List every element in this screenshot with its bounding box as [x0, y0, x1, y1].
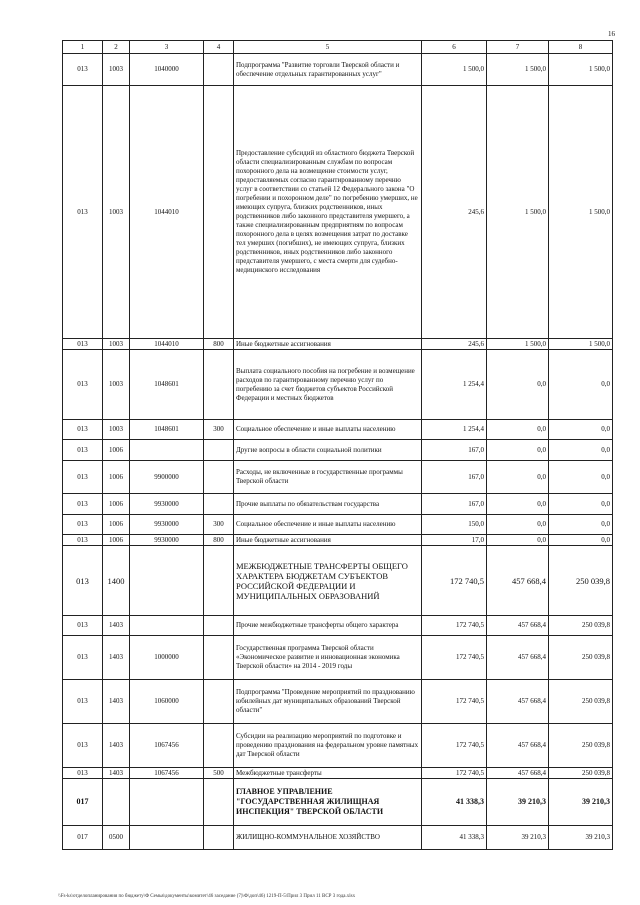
table-row [63, 779, 613, 826]
section-cell: 1003 [103, 86, 130, 339]
value-cell: 250 039,8 [549, 546, 613, 616]
description-cell: Прочие выплаты по обязательствам государства [234, 494, 422, 515]
target-article-cell: 1048601 [130, 420, 204, 440]
budget-table [62, 40, 613, 850]
table-row [63, 680, 613, 724]
value-cell: 39 210,3 [487, 826, 549, 850]
description-cell: Другие вопросы в области социальной политики [234, 440, 422, 461]
value-cell: 172 740,5 [422, 636, 487, 680]
table-row [63, 636, 613, 680]
value-cell: 457 668,4 [487, 546, 549, 616]
expense-type-cell [204, 86, 234, 339]
description-cell: ЖИЛИЩНО-КОММУНАЛЬНОЕ ХОЗЯЙСТВО [234, 826, 422, 850]
target-article-cell [130, 546, 204, 616]
code-cell: 013 [63, 461, 103, 494]
expense-type-cell [204, 440, 234, 461]
section-cell: 1403 [103, 616, 130, 636]
description-cell: Прочие межбюджетные трансферты общего характера [234, 616, 422, 636]
value-cell: 1 500,0 [549, 339, 613, 350]
section-cell: 1400 [103, 546, 130, 616]
code-cell: 013 [63, 440, 103, 461]
expense-type-cell [204, 680, 234, 724]
footer-path: \\Fs-ks\отделопланирования по бюджету\Ф Семья\документы\комитет\46 заседание (7)\Ф\доп\46) 1219-П-5\Прил 3 Прил 11 ВСР 3 годa.xlsx [58, 894, 356, 899]
target-article-cell: 1040000 [130, 54, 204, 86]
expense-type-cell: 500 [204, 768, 234, 779]
value-cell: 41 338,3 [422, 826, 487, 850]
table-row [63, 494, 613, 515]
value-cell: 172 740,5 [422, 616, 487, 636]
value-cell: 0,0 [549, 515, 613, 535]
value-cell: 150,0 [422, 515, 487, 535]
table-row [63, 826, 613, 850]
section-cell [103, 779, 130, 826]
value-cell: 39 210,3 [549, 826, 613, 850]
table-row [63, 535, 613, 546]
value-cell: 17,0 [422, 535, 487, 546]
value-cell: 167,0 [422, 494, 487, 515]
target-article-cell: 1067456 [130, 768, 204, 779]
value-cell: 0,0 [487, 535, 549, 546]
table-row [63, 86, 613, 339]
value-cell: 250 039,8 [549, 724, 613, 768]
expense-type-cell [204, 779, 234, 826]
expense-type-cell [204, 54, 234, 86]
code-cell: 013 [63, 420, 103, 440]
section-cell: 1006 [103, 515, 130, 535]
value-cell: 1 500,0 [549, 54, 613, 86]
table-row [63, 420, 613, 440]
description-cell: Государственная программа Тверской области «Экономическое развитие и инновационная экономика Тверской области» на 2014 - 2019 годы [234, 636, 422, 680]
target-article-cell: 1000000 [130, 636, 204, 680]
expense-type-cell [204, 461, 234, 494]
target-article-cell [130, 826, 204, 850]
section-cell: 0500 [103, 826, 130, 850]
table-row [63, 768, 613, 779]
value-cell: 1 500,0 [487, 54, 549, 86]
value-cell: 457 668,4 [487, 724, 549, 768]
value-cell: 172 740,5 [422, 546, 487, 616]
table-row [63, 339, 613, 350]
expense-type-cell: 800 [204, 339, 234, 350]
code-cell: 013 [63, 54, 103, 86]
code-cell: 017 [63, 779, 103, 826]
value-cell: 39 210,3 [549, 779, 613, 826]
code-cell: 013 [63, 768, 103, 779]
value-cell: 0,0 [549, 535, 613, 546]
target-article-cell [130, 779, 204, 826]
header-row [63, 41, 613, 54]
value-cell: 0,0 [487, 515, 549, 535]
description-cell: Подпрограмма "Проведение мероприятий по празднованию юбилейных дат муниципальных образований Тверской области" [234, 680, 422, 724]
section-cell: 1403 [103, 636, 130, 680]
section-cell: 1003 [103, 54, 130, 86]
value-cell: 1 500,0 [422, 54, 487, 86]
section-cell: 1003 [103, 350, 130, 420]
section-cell: 1006 [103, 535, 130, 546]
col-header: 5 [234, 41, 422, 54]
description-cell: ГЛАВНОЕ УПРАВЛЕНИЕ "ГОСУДАРСТВЕННАЯ ЖИЛИЩНАЯ ИНСПЕКЦИЯ" ТВЕРСКОЙ ОБЛАСТИ [234, 779, 422, 826]
table-row [63, 546, 613, 616]
description-cell: Социальное обеспечение и иные выплаты населению [234, 420, 422, 440]
table-row [63, 350, 613, 420]
value-cell: 0,0 [487, 420, 549, 440]
target-article-cell: 9900000 [130, 461, 204, 494]
table-row [63, 461, 613, 494]
value-cell: 250 039,8 [549, 768, 613, 779]
col-header: 6 [422, 41, 487, 54]
description-cell: Выплата социального пособия на погребение и возмещение расходов по гарантированному перечню услуг по погребению за счет бюджетов субъектов Российской Федерации и местных бюджетов [234, 350, 422, 420]
section-cell: 1403 [103, 724, 130, 768]
code-cell: 013 [63, 724, 103, 768]
code-cell: 013 [63, 86, 103, 339]
code-cell: 013 [63, 636, 103, 680]
value-cell: 1 500,0 [549, 86, 613, 339]
value-cell: 39 210,3 [487, 779, 549, 826]
description-cell: Расходы, не включенные в государственные программы Тверской области [234, 461, 422, 494]
expense-type-cell: 300 [204, 420, 234, 440]
col-header: 7 [487, 41, 549, 54]
value-cell: 250 039,8 [549, 636, 613, 680]
code-cell: 013 [63, 546, 103, 616]
target-article-cell [130, 616, 204, 636]
value-cell: 0,0 [549, 440, 613, 461]
page-number: 16 [608, 30, 615, 38]
target-article-cell: 1048601 [130, 350, 204, 420]
description-cell: Социальное обеспечение и иные выплаты населению [234, 515, 422, 535]
value-cell: 245,6 [422, 339, 487, 350]
expense-type-cell [204, 546, 234, 616]
value-cell: 172 740,5 [422, 680, 487, 724]
expense-type-cell [204, 636, 234, 680]
value-cell: 1 254,4 [422, 420, 487, 440]
value-cell: 0,0 [549, 461, 613, 494]
description-cell: Подпрограмма "Развитие торговли Тверской области и обеспечение отдельных гарантированных услуг" [234, 54, 422, 86]
table-row [63, 440, 613, 461]
expense-type-cell: 300 [204, 515, 234, 535]
expense-type-cell [204, 494, 234, 515]
value-cell: 167,0 [422, 461, 487, 494]
col-header: 8 [549, 41, 613, 54]
table-row [63, 724, 613, 768]
code-cell: 013 [63, 339, 103, 350]
description-cell: Межбюджетные трансферты [234, 768, 422, 779]
target-article-cell: 1044010 [130, 86, 204, 339]
target-article-cell: 9930000 [130, 515, 204, 535]
description-cell: Субсидии на реализацию мероприятий по подготовке и проведению празднования на федеральном уровне памятных дат Тверской области [234, 724, 422, 768]
expense-type-cell [204, 616, 234, 636]
section-cell: 1006 [103, 461, 130, 494]
section-cell: 1006 [103, 440, 130, 461]
value-cell: 1 500,0 [487, 86, 549, 339]
target-article-cell: 1044010 [130, 339, 204, 350]
section-cell: 1403 [103, 768, 130, 779]
table-row [63, 616, 613, 636]
value-cell: 0,0 [487, 440, 549, 461]
col-header: 3 [130, 41, 204, 54]
value-cell: 250 039,8 [549, 616, 613, 636]
value-cell: 0,0 [487, 461, 549, 494]
value-cell: 167,0 [422, 440, 487, 461]
expense-type-cell [204, 724, 234, 768]
expense-type-cell: 800 [204, 535, 234, 546]
value-cell: 1 500,0 [487, 339, 549, 350]
value-cell: 457 668,4 [487, 768, 549, 779]
value-cell: 457 668,4 [487, 680, 549, 724]
target-article-cell: 9930000 [130, 494, 204, 515]
code-cell: 013 [63, 494, 103, 515]
table-row [63, 515, 613, 535]
value-cell: 0,0 [549, 494, 613, 515]
value-cell: 1 254,4 [422, 350, 487, 420]
expense-type-cell [204, 826, 234, 850]
description-cell: Предоставление субсидий из областного бюджета Тверской области специализированным службам по вопросам похоронного дела на возмещение стоимости услуг, предоставляемых согласно гарантированному перечню услуг в соответствии со статьей 12 Федерального закона "О погребении и похоронном деле" по погребению умерших, не имеющих супруга, близких родственников, иных родственников либо законного представителя умершего, а также специализированным предприятиям по вопросам похоронного дела в целях возмещения затрат по доставке тел умерших (погибших), не имеющих супруга, близких родственников, иных родственников либо законного представителя умершего, с места смерти для судебно-медицинского исследования [234, 86, 422, 339]
value-cell: 250 039,8 [549, 680, 613, 724]
description-cell: Иные бюджетные ассигнования [234, 535, 422, 546]
value-cell: 172 740,5 [422, 768, 487, 779]
code-cell: 013 [63, 616, 103, 636]
table-row [63, 54, 613, 86]
col-header: 4 [204, 41, 234, 54]
value-cell: 457 668,4 [487, 616, 549, 636]
value-cell: 172 740,5 [422, 724, 487, 768]
code-cell: 013 [63, 350, 103, 420]
section-cell: 1403 [103, 680, 130, 724]
value-cell: 245,6 [422, 86, 487, 339]
value-cell: 0,0 [487, 350, 549, 420]
target-article-cell [130, 440, 204, 461]
value-cell: 457 668,4 [487, 636, 549, 680]
description-cell: Иные бюджетные ассигнования [234, 339, 422, 350]
value-cell: 0,0 [549, 350, 613, 420]
section-cell: 1006 [103, 494, 130, 515]
col-header: 2 [103, 41, 130, 54]
target-article-cell: 1060000 [130, 680, 204, 724]
target-article-cell: 9930000 [130, 535, 204, 546]
value-cell: 0,0 [487, 494, 549, 515]
expense-type-cell [204, 350, 234, 420]
code-cell: 013 [63, 515, 103, 535]
section-cell: 1003 [103, 420, 130, 440]
section-cell: 1003 [103, 339, 130, 350]
value-cell: 0,0 [549, 420, 613, 440]
value-cell: 41 338,3 [422, 779, 487, 826]
code-cell: 017 [63, 826, 103, 850]
col-header: 1 [63, 41, 103, 54]
code-cell: 013 [63, 680, 103, 724]
target-article-cell: 1067456 [130, 724, 204, 768]
code-cell: 013 [63, 535, 103, 546]
description-cell: МЕЖБЮДЖЕТНЫЕ ТРАНСФЕРТЫ ОБЩЕГО ХАРАКТЕРА БЮДЖЕТАМ СУБЪЕКТОВ РОССИЙСКОЙ ФЕДЕРАЦИИ И МУНИЦИПАЛЬНЫХ ОБРАЗОВАНИЙ [234, 546, 422, 616]
